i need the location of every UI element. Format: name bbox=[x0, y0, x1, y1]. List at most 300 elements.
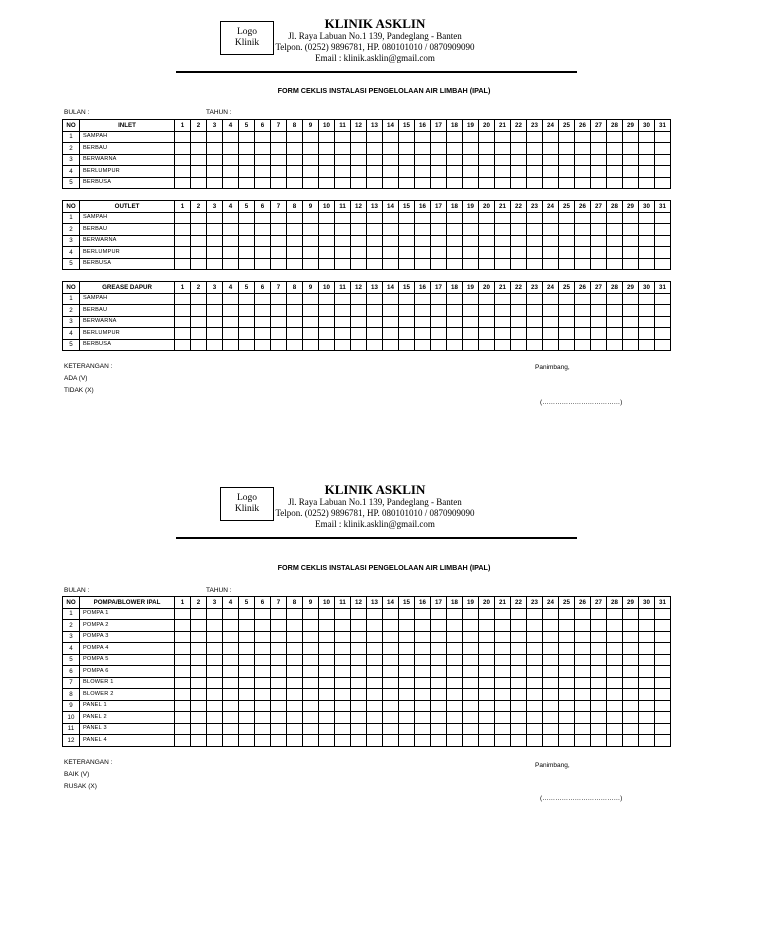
check-cell[interactable] bbox=[431, 328, 447, 340]
check-cell[interactable] bbox=[511, 212, 527, 224]
check-cell[interactable] bbox=[543, 339, 559, 351]
check-cell[interactable] bbox=[239, 643, 255, 655]
check-cell[interactable] bbox=[191, 700, 207, 712]
check-cell[interactable] bbox=[559, 677, 575, 689]
check-cell[interactable] bbox=[415, 631, 431, 643]
check-cell[interactable] bbox=[367, 235, 383, 247]
check-cell[interactable] bbox=[591, 328, 607, 340]
check-cell[interactable] bbox=[415, 723, 431, 735]
check-cell[interactable] bbox=[575, 608, 591, 620]
check-cell[interactable] bbox=[447, 316, 463, 328]
check-cell[interactable] bbox=[543, 247, 559, 259]
check-cell[interactable] bbox=[511, 316, 527, 328]
check-cell[interactable] bbox=[383, 166, 399, 178]
check-cell[interactable] bbox=[655, 154, 671, 166]
check-cell[interactable] bbox=[399, 620, 415, 632]
check-cell[interactable] bbox=[527, 131, 543, 143]
check-cell[interactable] bbox=[191, 643, 207, 655]
check-cell[interactable] bbox=[191, 235, 207, 247]
check-cell[interactable] bbox=[463, 666, 479, 678]
check-cell[interactable] bbox=[335, 654, 351, 666]
check-cell[interactable] bbox=[351, 305, 367, 317]
check-cell[interactable] bbox=[367, 735, 383, 747]
check-cell[interactable] bbox=[575, 666, 591, 678]
check-cell[interactable] bbox=[207, 224, 223, 236]
check-cell[interactable] bbox=[335, 689, 351, 701]
check-cell[interactable] bbox=[415, 328, 431, 340]
check-cell[interactable] bbox=[479, 305, 495, 317]
check-cell[interactable] bbox=[591, 643, 607, 655]
check-cell[interactable] bbox=[287, 143, 303, 155]
check-cell[interactable] bbox=[607, 258, 623, 270]
check-cell[interactable] bbox=[447, 339, 463, 351]
check-cell[interactable] bbox=[399, 339, 415, 351]
check-cell[interactable] bbox=[367, 608, 383, 620]
check-cell[interactable] bbox=[623, 689, 639, 701]
check-cell[interactable] bbox=[591, 258, 607, 270]
check-cell[interactable] bbox=[383, 666, 399, 678]
check-cell[interactable] bbox=[303, 154, 319, 166]
check-cell[interactable] bbox=[303, 166, 319, 178]
check-cell[interactable] bbox=[367, 224, 383, 236]
check-cell[interactable] bbox=[287, 643, 303, 655]
check-cell[interactable] bbox=[271, 654, 287, 666]
check-cell[interactable] bbox=[383, 212, 399, 224]
check-cell[interactable] bbox=[447, 166, 463, 178]
check-cell[interactable] bbox=[543, 131, 559, 143]
check-cell[interactable] bbox=[479, 700, 495, 712]
check-cell[interactable] bbox=[479, 677, 495, 689]
check-cell[interactable] bbox=[479, 224, 495, 236]
check-cell[interactable] bbox=[639, 677, 655, 689]
check-cell[interactable] bbox=[591, 166, 607, 178]
check-cell[interactable] bbox=[383, 154, 399, 166]
check-cell[interactable] bbox=[607, 712, 623, 724]
check-cell[interactable] bbox=[191, 735, 207, 747]
check-cell[interactable] bbox=[543, 666, 559, 678]
check-cell[interactable] bbox=[319, 224, 335, 236]
check-cell[interactable] bbox=[447, 131, 463, 143]
check-cell[interactable] bbox=[479, 608, 495, 620]
check-cell[interactable] bbox=[239, 247, 255, 259]
check-cell[interactable] bbox=[591, 689, 607, 701]
check-cell[interactable] bbox=[383, 235, 399, 247]
check-cell[interactable] bbox=[335, 177, 351, 189]
check-cell[interactable] bbox=[367, 177, 383, 189]
check-cell[interactable] bbox=[623, 700, 639, 712]
check-cell[interactable] bbox=[207, 654, 223, 666]
check-cell[interactable] bbox=[303, 712, 319, 724]
check-cell[interactable] bbox=[287, 631, 303, 643]
check-cell[interactable] bbox=[335, 258, 351, 270]
check-cell[interactable] bbox=[655, 224, 671, 236]
check-cell[interactable] bbox=[351, 247, 367, 259]
check-cell[interactable] bbox=[319, 293, 335, 305]
check-cell[interactable] bbox=[495, 247, 511, 259]
check-cell[interactable] bbox=[479, 177, 495, 189]
check-cell[interactable] bbox=[351, 235, 367, 247]
check-cell[interactable] bbox=[495, 620, 511, 632]
check-cell[interactable] bbox=[511, 293, 527, 305]
check-cell[interactable] bbox=[367, 212, 383, 224]
check-cell[interactable] bbox=[639, 339, 655, 351]
check-cell[interactable] bbox=[591, 608, 607, 620]
check-cell[interactable] bbox=[623, 339, 639, 351]
check-cell[interactable] bbox=[639, 723, 655, 735]
check-cell[interactable] bbox=[527, 235, 543, 247]
check-cell[interactable] bbox=[335, 339, 351, 351]
check-cell[interactable] bbox=[351, 700, 367, 712]
check-cell[interactable] bbox=[559, 723, 575, 735]
check-cell[interactable] bbox=[239, 735, 255, 747]
check-cell[interactable] bbox=[271, 735, 287, 747]
check-cell[interactable] bbox=[479, 293, 495, 305]
check-cell[interactable] bbox=[383, 224, 399, 236]
check-cell[interactable] bbox=[383, 293, 399, 305]
check-cell[interactable] bbox=[527, 212, 543, 224]
check-cell[interactable] bbox=[335, 131, 351, 143]
check-cell[interactable] bbox=[287, 235, 303, 247]
check-cell[interactable] bbox=[559, 666, 575, 678]
check-cell[interactable] bbox=[367, 328, 383, 340]
check-cell[interactable] bbox=[447, 735, 463, 747]
check-cell[interactable] bbox=[319, 631, 335, 643]
check-cell[interactable] bbox=[447, 328, 463, 340]
check-cell[interactable] bbox=[175, 723, 191, 735]
check-cell[interactable] bbox=[367, 316, 383, 328]
check-cell[interactable] bbox=[543, 723, 559, 735]
check-cell[interactable] bbox=[255, 305, 271, 317]
check-cell[interactable] bbox=[575, 131, 591, 143]
check-cell[interactable] bbox=[511, 131, 527, 143]
check-cell[interactable] bbox=[511, 643, 527, 655]
check-cell[interactable] bbox=[559, 316, 575, 328]
check-cell[interactable] bbox=[447, 212, 463, 224]
check-cell[interactable] bbox=[447, 700, 463, 712]
check-cell[interactable] bbox=[527, 643, 543, 655]
check-cell[interactable] bbox=[511, 712, 527, 724]
check-cell[interactable] bbox=[415, 293, 431, 305]
check-cell[interactable] bbox=[607, 143, 623, 155]
check-cell[interactable] bbox=[175, 212, 191, 224]
check-cell[interactable] bbox=[431, 689, 447, 701]
check-cell[interactable] bbox=[223, 723, 239, 735]
check-cell[interactable] bbox=[319, 247, 335, 259]
check-cell[interactable] bbox=[351, 643, 367, 655]
check-cell[interactable] bbox=[287, 339, 303, 351]
check-cell[interactable] bbox=[639, 143, 655, 155]
check-cell[interactable] bbox=[319, 212, 335, 224]
check-cell[interactable] bbox=[191, 131, 207, 143]
check-cell[interactable] bbox=[447, 712, 463, 724]
check-cell[interactable] bbox=[639, 212, 655, 224]
check-cell[interactable] bbox=[319, 700, 335, 712]
check-cell[interactable] bbox=[287, 131, 303, 143]
check-cell[interactable] bbox=[367, 666, 383, 678]
check-cell[interactable] bbox=[303, 143, 319, 155]
check-cell[interactable] bbox=[591, 316, 607, 328]
check-cell[interactable] bbox=[191, 677, 207, 689]
check-cell[interactable] bbox=[623, 166, 639, 178]
check-cell[interactable] bbox=[431, 723, 447, 735]
check-cell[interactable] bbox=[495, 154, 511, 166]
check-cell[interactable] bbox=[607, 608, 623, 620]
check-cell[interactable] bbox=[511, 235, 527, 247]
check-cell[interactable] bbox=[271, 328, 287, 340]
check-cell[interactable] bbox=[239, 631, 255, 643]
check-cell[interactable] bbox=[399, 723, 415, 735]
check-cell[interactable] bbox=[463, 258, 479, 270]
check-cell[interactable] bbox=[463, 154, 479, 166]
check-cell[interactable] bbox=[527, 666, 543, 678]
check-cell[interactable] bbox=[607, 689, 623, 701]
check-cell[interactable] bbox=[399, 154, 415, 166]
check-cell[interactable] bbox=[415, 712, 431, 724]
check-cell[interactable] bbox=[351, 328, 367, 340]
check-cell[interactable] bbox=[479, 689, 495, 701]
check-cell[interactable] bbox=[431, 305, 447, 317]
check-cell[interactable] bbox=[303, 258, 319, 270]
check-cell[interactable] bbox=[623, 305, 639, 317]
check-cell[interactable] bbox=[175, 328, 191, 340]
check-cell[interactable] bbox=[511, 143, 527, 155]
check-cell[interactable] bbox=[287, 212, 303, 224]
check-cell[interactable] bbox=[495, 643, 511, 655]
check-cell[interactable] bbox=[591, 131, 607, 143]
check-cell[interactable] bbox=[575, 339, 591, 351]
check-cell[interactable] bbox=[207, 143, 223, 155]
check-cell[interactable] bbox=[559, 328, 575, 340]
check-cell[interactable] bbox=[319, 735, 335, 747]
check-cell[interactable] bbox=[239, 131, 255, 143]
check-cell[interactable] bbox=[447, 631, 463, 643]
check-cell[interactable] bbox=[335, 293, 351, 305]
check-cell[interactable] bbox=[415, 305, 431, 317]
check-cell[interactable] bbox=[335, 735, 351, 747]
check-cell[interactable] bbox=[415, 258, 431, 270]
check-cell[interactable] bbox=[559, 643, 575, 655]
check-cell[interactable] bbox=[271, 316, 287, 328]
check-cell[interactable] bbox=[639, 620, 655, 632]
check-cell[interactable] bbox=[607, 643, 623, 655]
check-cell[interactable] bbox=[511, 224, 527, 236]
check-cell[interactable] bbox=[479, 143, 495, 155]
check-cell[interactable] bbox=[287, 258, 303, 270]
check-cell[interactable] bbox=[287, 689, 303, 701]
check-cell[interactable] bbox=[319, 235, 335, 247]
check-cell[interactable] bbox=[255, 131, 271, 143]
check-cell[interactable] bbox=[575, 143, 591, 155]
check-cell[interactable] bbox=[319, 305, 335, 317]
check-cell[interactable] bbox=[495, 712, 511, 724]
check-cell[interactable] bbox=[543, 677, 559, 689]
check-cell[interactable] bbox=[303, 224, 319, 236]
check-cell[interactable] bbox=[175, 224, 191, 236]
check-cell[interactable] bbox=[495, 689, 511, 701]
check-cell[interactable] bbox=[415, 224, 431, 236]
check-cell[interactable] bbox=[527, 154, 543, 166]
check-cell[interactable] bbox=[527, 608, 543, 620]
check-cell[interactable] bbox=[431, 620, 447, 632]
check-cell[interactable] bbox=[559, 258, 575, 270]
check-cell[interactable] bbox=[511, 305, 527, 317]
check-cell[interactable] bbox=[367, 339, 383, 351]
check-cell[interactable] bbox=[207, 339, 223, 351]
check-cell[interactable] bbox=[591, 339, 607, 351]
check-cell[interactable] bbox=[591, 154, 607, 166]
check-cell[interactable] bbox=[207, 166, 223, 178]
check-cell[interactable] bbox=[607, 631, 623, 643]
check-cell[interactable] bbox=[495, 143, 511, 155]
check-cell[interactable] bbox=[591, 723, 607, 735]
check-cell[interactable] bbox=[479, 723, 495, 735]
check-cell[interactable] bbox=[303, 608, 319, 620]
check-cell[interactable] bbox=[639, 258, 655, 270]
check-cell[interactable] bbox=[383, 258, 399, 270]
check-cell[interactable] bbox=[303, 643, 319, 655]
check-cell[interactable] bbox=[463, 212, 479, 224]
check-cell[interactable] bbox=[303, 328, 319, 340]
check-cell[interactable] bbox=[511, 339, 527, 351]
check-cell[interactable] bbox=[399, 247, 415, 259]
check-cell[interactable] bbox=[495, 608, 511, 620]
check-cell[interactable] bbox=[239, 293, 255, 305]
check-cell[interactable] bbox=[239, 339, 255, 351]
check-cell[interactable] bbox=[319, 689, 335, 701]
check-cell[interactable] bbox=[223, 666, 239, 678]
check-cell[interactable] bbox=[175, 643, 191, 655]
check-cell[interactable] bbox=[559, 235, 575, 247]
check-cell[interactable] bbox=[495, 224, 511, 236]
check-cell[interactable] bbox=[639, 131, 655, 143]
check-cell[interactable] bbox=[367, 293, 383, 305]
check-cell[interactable] bbox=[399, 654, 415, 666]
check-cell[interactable] bbox=[271, 305, 287, 317]
check-cell[interactable] bbox=[527, 247, 543, 259]
check-cell[interactable] bbox=[239, 177, 255, 189]
check-cell[interactable] bbox=[271, 177, 287, 189]
check-cell[interactable] bbox=[623, 235, 639, 247]
check-cell[interactable] bbox=[543, 154, 559, 166]
check-cell[interactable] bbox=[319, 166, 335, 178]
check-cell[interactable] bbox=[431, 631, 447, 643]
check-cell[interactable] bbox=[207, 735, 223, 747]
check-cell[interactable] bbox=[175, 154, 191, 166]
check-cell[interactable] bbox=[431, 339, 447, 351]
check-cell[interactable] bbox=[655, 305, 671, 317]
check-cell[interactable] bbox=[431, 654, 447, 666]
check-cell[interactable] bbox=[223, 328, 239, 340]
check-cell[interactable] bbox=[383, 654, 399, 666]
check-cell[interactable] bbox=[239, 316, 255, 328]
check-cell[interactable] bbox=[255, 700, 271, 712]
check-cell[interactable] bbox=[559, 608, 575, 620]
check-cell[interactable] bbox=[655, 689, 671, 701]
check-cell[interactable] bbox=[639, 293, 655, 305]
check-cell[interactable] bbox=[223, 212, 239, 224]
check-cell[interactable] bbox=[431, 700, 447, 712]
check-cell[interactable] bbox=[639, 689, 655, 701]
check-cell[interactable] bbox=[559, 735, 575, 747]
check-cell[interactable] bbox=[271, 608, 287, 620]
check-cell[interactable] bbox=[591, 224, 607, 236]
check-cell[interactable] bbox=[495, 328, 511, 340]
check-cell[interactable] bbox=[271, 631, 287, 643]
check-cell[interactable] bbox=[463, 700, 479, 712]
check-cell[interactable] bbox=[591, 247, 607, 259]
check-cell[interactable] bbox=[351, 631, 367, 643]
check-cell[interactable] bbox=[239, 328, 255, 340]
check-cell[interactable] bbox=[271, 258, 287, 270]
check-cell[interactable] bbox=[287, 654, 303, 666]
check-cell[interactable] bbox=[175, 700, 191, 712]
check-cell[interactable] bbox=[271, 700, 287, 712]
check-cell[interactable] bbox=[415, 131, 431, 143]
check-cell[interactable] bbox=[207, 700, 223, 712]
check-cell[interactable] bbox=[191, 247, 207, 259]
check-cell[interactable] bbox=[607, 166, 623, 178]
check-cell[interactable] bbox=[607, 177, 623, 189]
check-cell[interactable] bbox=[207, 293, 223, 305]
check-cell[interactable] bbox=[287, 735, 303, 747]
check-cell[interactable] bbox=[527, 700, 543, 712]
check-cell[interactable] bbox=[447, 224, 463, 236]
check-cell[interactable] bbox=[543, 258, 559, 270]
check-cell[interactable] bbox=[559, 177, 575, 189]
check-cell[interactable] bbox=[463, 131, 479, 143]
check-cell[interactable] bbox=[335, 723, 351, 735]
check-cell[interactable] bbox=[223, 316, 239, 328]
check-cell[interactable] bbox=[383, 620, 399, 632]
check-cell[interactable] bbox=[383, 131, 399, 143]
check-cell[interactable] bbox=[207, 677, 223, 689]
check-cell[interactable] bbox=[223, 620, 239, 632]
check-cell[interactable] bbox=[479, 643, 495, 655]
check-cell[interactable] bbox=[479, 735, 495, 747]
check-cell[interactable] bbox=[239, 666, 255, 678]
check-cell[interactable] bbox=[495, 631, 511, 643]
check-cell[interactable] bbox=[623, 620, 639, 632]
check-cell[interactable] bbox=[639, 643, 655, 655]
check-cell[interactable] bbox=[463, 305, 479, 317]
check-cell[interactable] bbox=[479, 666, 495, 678]
check-cell[interactable] bbox=[175, 166, 191, 178]
check-cell[interactable] bbox=[223, 166, 239, 178]
check-cell[interactable] bbox=[383, 700, 399, 712]
check-cell[interactable] bbox=[447, 305, 463, 317]
check-cell[interactable] bbox=[319, 143, 335, 155]
check-cell[interactable] bbox=[367, 154, 383, 166]
check-cell[interactable] bbox=[207, 666, 223, 678]
check-cell[interactable] bbox=[223, 712, 239, 724]
check-cell[interactable] bbox=[543, 643, 559, 655]
check-cell[interactable] bbox=[575, 212, 591, 224]
check-cell[interactable] bbox=[223, 689, 239, 701]
check-cell[interactable] bbox=[175, 608, 191, 620]
check-cell[interactable] bbox=[335, 316, 351, 328]
check-cell[interactable] bbox=[415, 620, 431, 632]
check-cell[interactable] bbox=[287, 154, 303, 166]
check-cell[interactable] bbox=[575, 631, 591, 643]
check-cell[interactable] bbox=[351, 723, 367, 735]
check-cell[interactable] bbox=[399, 293, 415, 305]
check-cell[interactable] bbox=[271, 620, 287, 632]
check-cell[interactable] bbox=[399, 608, 415, 620]
check-cell[interactable] bbox=[383, 643, 399, 655]
check-cell[interactable] bbox=[415, 212, 431, 224]
check-cell[interactable] bbox=[271, 131, 287, 143]
check-cell[interactable] bbox=[303, 293, 319, 305]
